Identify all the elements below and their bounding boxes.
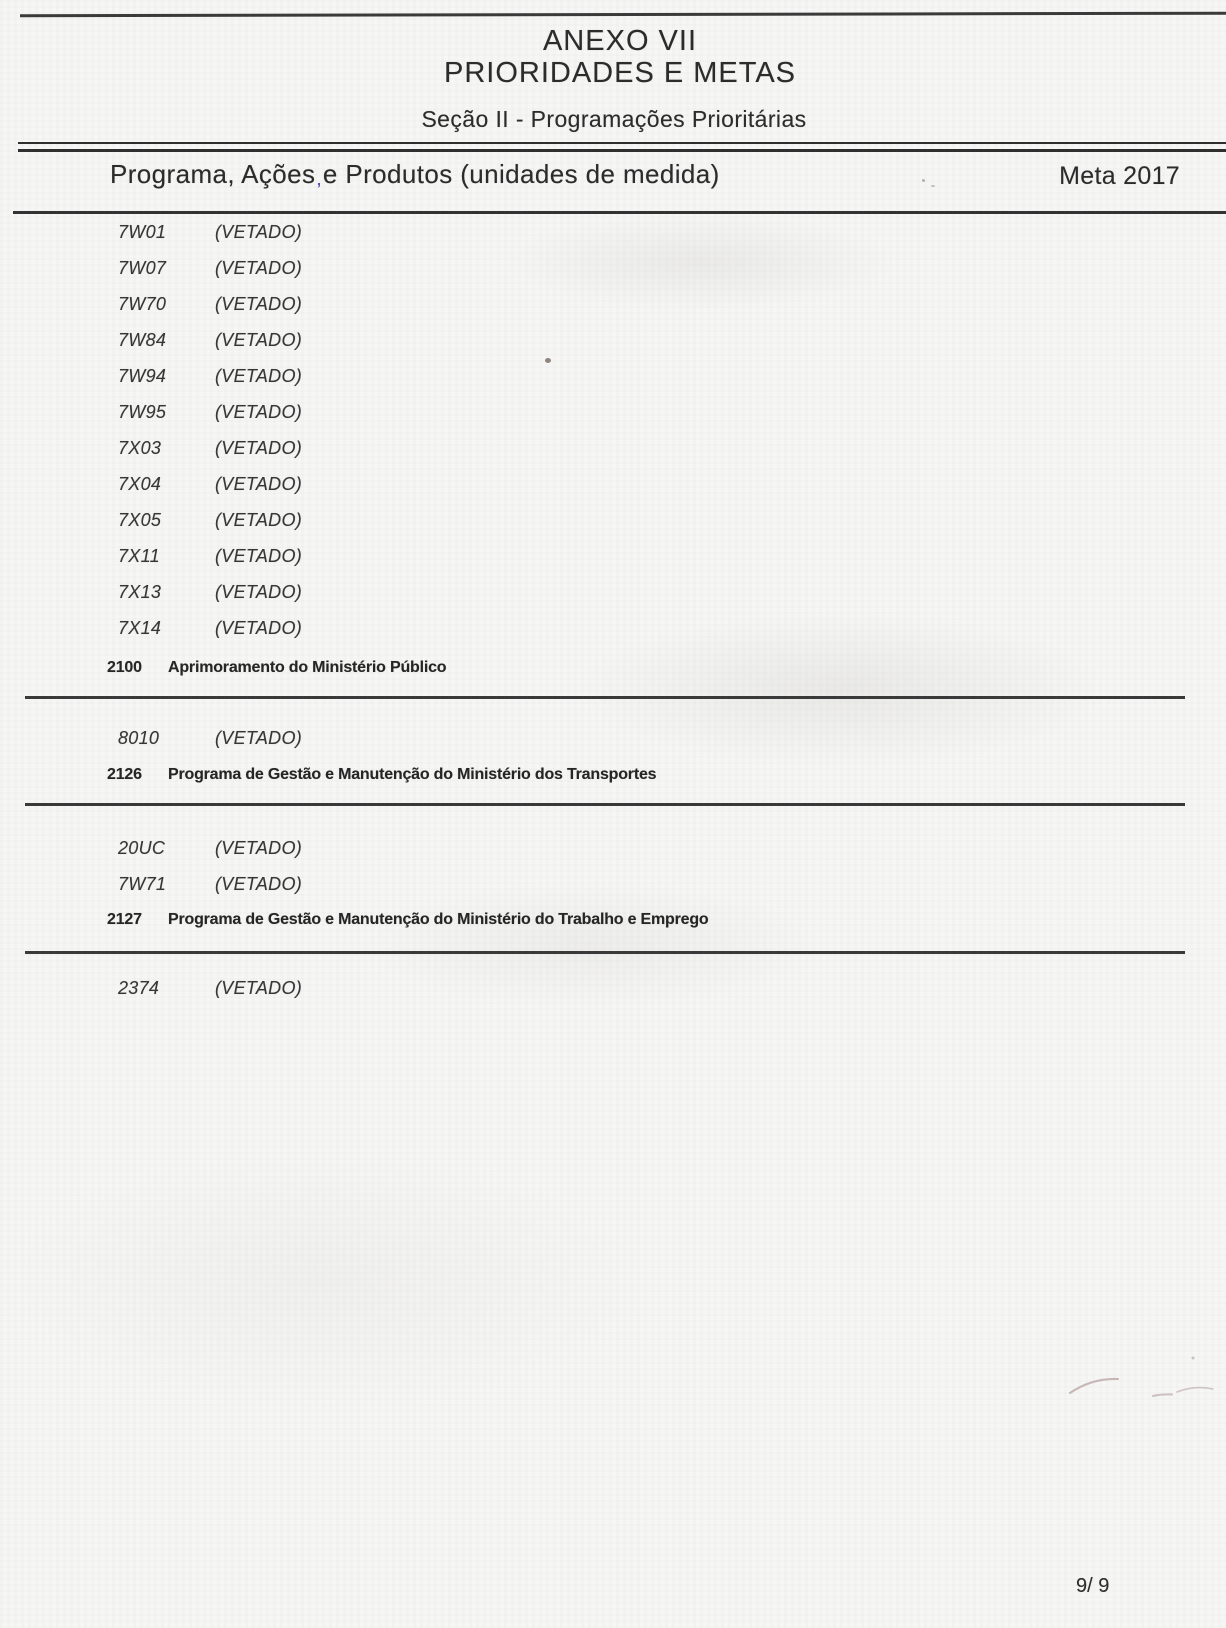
action-value: (VETADO) [215,977,303,998]
section-title: Seção II - Programações Prioritárias [421,106,807,132]
action-row [0,466,1226,502]
program-row [0,902,1226,938]
speck-artifact [922,179,925,182]
action-code: 7X11 [118,545,160,566]
action-code: 7W71 [118,873,167,894]
action-row [0,322,1226,358]
action-code: 7X14 [118,617,162,638]
action-code: 20UC [118,837,166,858]
action-row [0,286,1226,322]
action-row [0,538,1226,574]
action-code: 8010 [118,727,160,748]
action-row [0,574,1226,610]
stray-pen-mark: , [316,169,322,189]
top-rule [20,12,1226,18]
column-header-left-part2: e Produtos (unidades de medida) [322,159,720,189]
program-code: 2126 [107,766,142,783]
action-value: (VETADO) [215,873,303,894]
action-value: (VETADO) [215,581,303,602]
speck-artifact [931,185,935,187]
double-rule-top [18,142,1226,144]
column-header-left [110,159,720,190]
action-code: 7W94 [118,365,167,386]
action-code: 7W07 [118,257,167,278]
program-row [0,646,1226,690]
action-code: 7X03 [118,437,162,458]
section-rule [25,803,1185,806]
action-code: 7X04 [118,473,162,494]
program-code: 2127 [107,911,142,928]
program-group-trailing [0,970,1226,1006]
column-header-left-part1: Programa, Ações [110,159,316,189]
action-code: 7W70 [118,293,167,314]
action-row [0,610,1226,646]
document-title-line1: ANEXO VII [542,25,698,57]
action-code: 7X13 [118,581,162,602]
action-value: (VETADO) [215,545,303,566]
document-title-line2: PRIORIDADES E METAS [443,57,797,89]
action-row [0,830,1226,866]
program-group-2126 [0,720,1226,806]
action-value: (VETADO) [215,727,303,748]
program-name: Programa de Gestão e Manutenção do Ministério dos Transportes [168,766,657,783]
program-group-2127 [0,830,1226,954]
action-code: 7W95 [118,401,167,422]
action-value: (VETADO) [215,473,303,494]
action-code: 2374 [118,977,160,998]
action-value: (VETADO) [215,617,303,638]
action-row [0,394,1226,430]
action-value: (VETADO) [215,365,303,386]
program-code: 2100 [107,659,142,676]
action-row [0,502,1226,538]
action-value: (VETADO) [215,401,303,422]
action-row [0,250,1226,286]
section-rule [25,696,1185,699]
action-value: (VETADO) [215,329,303,350]
action-row [0,358,1226,394]
ink-spot-artifact [545,358,551,363]
action-row [0,214,1226,250]
action-code: 7X05 [118,509,162,530]
program-name: Programa de Gestão e Manutenção do Ministério do Trabalho e Emprego [168,911,709,928]
action-value: (VETADO) [215,437,303,458]
action-value: (VETADO) [215,293,303,314]
action-value: (VETADO) [215,509,303,530]
action-value: (VETADO) [215,837,303,858]
action-row [0,866,1226,902]
action-row [0,720,1226,756]
pencil-mark-artifact [1040,1350,1220,1410]
action-code: 7W84 [118,329,167,350]
action-row [0,430,1226,466]
section-rule [25,951,1185,954]
double-rule-bottom [18,149,1226,152]
action-value: (VETADO) [215,221,303,242]
program-row [0,756,1226,794]
program-group-2100 [0,214,1226,699]
column-header-right: Meta 2017 [1059,162,1180,190]
program-name: Aprimoramento do Ministério Público [168,659,447,676]
action-row [0,970,1226,1006]
action-code: 7W01 [118,221,167,242]
action-value: (VETADO) [215,257,303,278]
table-body [0,214,1226,1006]
page-number: 9/ 9 [1076,1575,1110,1597]
